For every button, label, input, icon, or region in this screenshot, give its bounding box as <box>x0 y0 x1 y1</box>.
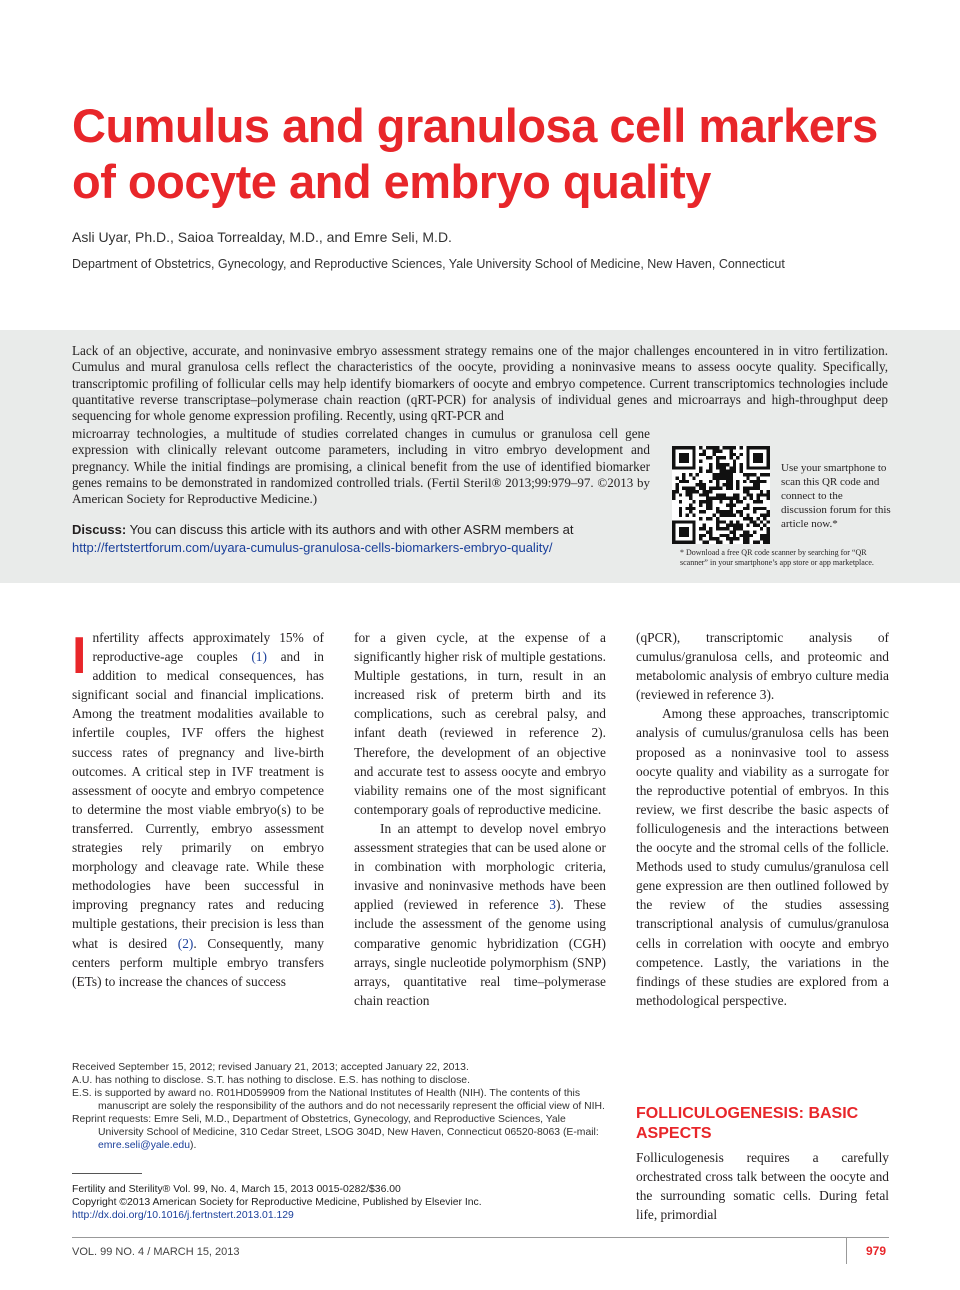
body-text: . Consequently, many centers perform multiple embryo transfers (ETs) to increase the chances of success <box>72 935 324 989</box>
body-column-3 <box>636 628 889 1010</box>
discuss-note <box>72 521 662 557</box>
reprint-note <box>72 1113 607 1152</box>
discuss-link[interactable]: http://fertstertforum.com/uyara-cumulus-granulosa-cells-biomarkers-embryo-quality/ <box>72 540 553 555</box>
funding-note: E.S. is supported by award no. R01HD059909 from the National Institutes of Health (NIH). The contents of this manuscript are solely the responsibility of the authors and do not necessarily represent the official view of NIH. <box>72 1088 605 1112</box>
body-text: nfertility affects approximately 15% of reproductive-age couples <box>92 630 324 665</box>
qr-instructions: Use your smartphone to scan this QR code and connect to the discussion forum for this article now.* <box>781 462 891 530</box>
body-paragraph <box>354 819 606 1010</box>
reprint-text-end: ). <box>189 1140 197 1151</box>
body-paragraph: Folliculogenesis requires a carefully orchestrated cross talk between the oocyte and the surrounding somatic cells. During fetal life, primordial <box>636 1150 889 1223</box>
journal-info <box>72 1183 612 1222</box>
reference-link[interactable]: (2) <box>177 935 194 951</box>
email-link[interactable]: emre.seli@yale.edu <box>98 1140 190 1151</box>
reference-link[interactable]: (1) <box>251 649 267 665</box>
body-paragraph: (qPCR), transcriptomic analysis of cumulus/granulosa cells, and proteomic and metabolomic analysis of embryo culture media (reviewed in reference 3). <box>636 630 889 703</box>
reprint-text: Reprint requests: Emre Seli, M.D., Department of Obstetrics, Gynecology, and Reproductive Sciences, Yale University School of Medicine, 310 Cedar Street, LSOG 304D, New Haven, Connecticut 06520-8063 (E-mail: <box>72 1114 599 1138</box>
abstract-citation: (Fertil Steril® 2013;99:979–97. ©2013 by American Society for Reproductive Medicine.) <box>72 474 651 507</box>
discuss-text: You can discuss this article with its authors and with other ASRM members at <box>129 522 574 537</box>
abstract-text: Lack of an objective, accurate, and noninvasive embryo assessment strategy remains one of the major challenges encountered in in vitro fertilization. Cumulus and mural granulosa cells reflect the characteristics of the oocyte, providing a noninvasive means to assess oocyte quality. Specifically, transcriptomic profiling of follicular cells may help identify biomarkers of oocyte and embryo competence. Current transcriptomics technologies include quantitative reverse transcriptase–polymerase chain reaction (qRT-PCR) for analysis of individual genes and microarrays and high-throughput deep sequencing for whole genome expression profiling. Recently, using qRT-PCR and <box>72 343 888 424</box>
body-paragraph: for a given cycle, at the expense of a significantly higher risk of multiple gestations. Multiple gestations, in turn, result in an increased risk of preterm birth and its complications, such as cerebral palsy, and infant death (reviewed in reference 2). Therefore, the development of an objective and accurate test to assess oocyte and embryo viability remains one of the most significant contemporary goals of reproductive medicine. <box>354 630 606 817</box>
body-text: ). These include the assessment of the genome using comparative genomic hybridization (CGH) arrays, single nucleotide polymorphism (SNP) arrays, quantitative real time–polymerase chain reaction <box>354 897 606 1008</box>
abstract-text-part: microarray technologies, a multitude of studies correlated changes in cumulus or granulosa cell gene expression with clinically relevant outcome parameters, including in vitro embryo development and pregnancy. While the initial findings are promising, a clinical benefit from the use of identified biomarker genes remains to be demonstrated in randomized controlled trials. <box>72 426 650 490</box>
qr-footnote: * Download a free QR code scanner by searching for “QR scanner” in your smartphone’s app store or app marketplace. <box>680 548 874 567</box>
volume-info: VOL. 99 NO. 4 / MARCH 15, 2013 <box>72 1246 240 1258</box>
drop-cap: I <box>72 627 87 685</box>
abstract-text-continued <box>72 426 650 507</box>
discuss-label: Discuss: <box>72 522 127 537</box>
footer-divider-vertical <box>846 1237 847 1264</box>
body-column-1 <box>72 628 324 991</box>
received-dates: Received September 15, 2012; revised January 21, 2013; accepted January 22, 2013. <box>72 1062 469 1073</box>
body-column-2 <box>354 628 606 1010</box>
copyright-line: Copyright ©2013 American Society for Reproductive Medicine, Published by Elsevier Inc. <box>72 1197 482 1208</box>
body-text: and in addition to medical consequences, has significant social and financial implications. Among the treatment modalities available to infertile couples, IVF offers the highest success rates of pregnancy and live-birth outcomes. A critical step in IVF treatment is assessment of oocyte and embryo competence to determine the most viable embryo(s) to be transferred. Currently, embryo assessment strategies rely primarily on embryo morphology and cleavage rate. While these methodologies have been successful in improving pregnancy rates and reducing multiple gestations, their precision is less than what is desired <box>72 649 324 951</box>
body-paragraph: Among these approaches, transcriptomic analysis of cumulus/granulosa cells has been proposed as a noninvasive tool to assess oocyte quality and viability as a surrogate for the reproductive potential of embryos. In this review, we first describe the basic aspects of folliculogenesis and the interactions between the oocyte and the stromal cells of the follicle. Methods used to study cumulus/granulosa cell gene expression are then outlined followed by the review of the studies assessing transcriptional analysis of cumulus/granulosa cells in correlation with oocyte and embryo competence. Lastly, the variations in the findings of these studies are explored from a methodological perspective. <box>636 706 889 1008</box>
disclosure-note: A.U. has nothing to disclose. S.T. has nothing to disclose. E.S. has nothing to disclose. <box>72 1075 470 1086</box>
page-number: 979 <box>866 1244 887 1258</box>
author-list: Asli Uyar, Ph.D., Saioa Torrealday, M.D., and Emre Seli, M.D. <box>72 229 452 245</box>
reference-link[interactable]: 3 <box>549 897 556 913</box>
section-heading: FOLLICULOGENESIS: BASIC ASPECTS <box>636 1105 859 1142</box>
article-notes <box>72 1061 607 1152</box>
divider <box>72 1173 142 1174</box>
body-text: In an attempt to develop novel embryo assessment strategies that can be used alone or in combination with morphologic criteria, invasive and noninvasive methods have been applied (reviewed in reference <box>354 820 606 913</box>
qr-code-icon[interactable] <box>672 446 770 544</box>
journal-line: Fertility and Sterility® Vol. 99, No. 4, March 15, 2013 0015-0282/$36.00 <box>72 1184 401 1195</box>
doi-link[interactable]: http://dx.doi.org/10.1016/j.fertnstert.2013.01.129 <box>72 1210 294 1221</box>
footer-divider <box>72 1237 889 1238</box>
article-title: Cumulus and granulosa cell markers of oocyte and embryo quality <box>72 99 878 208</box>
affiliation: Department of Obstetrics, Gynecology, and Reproductive Sciences, Yale University School of Medicine, New Haven, Connecticut <box>72 257 785 271</box>
